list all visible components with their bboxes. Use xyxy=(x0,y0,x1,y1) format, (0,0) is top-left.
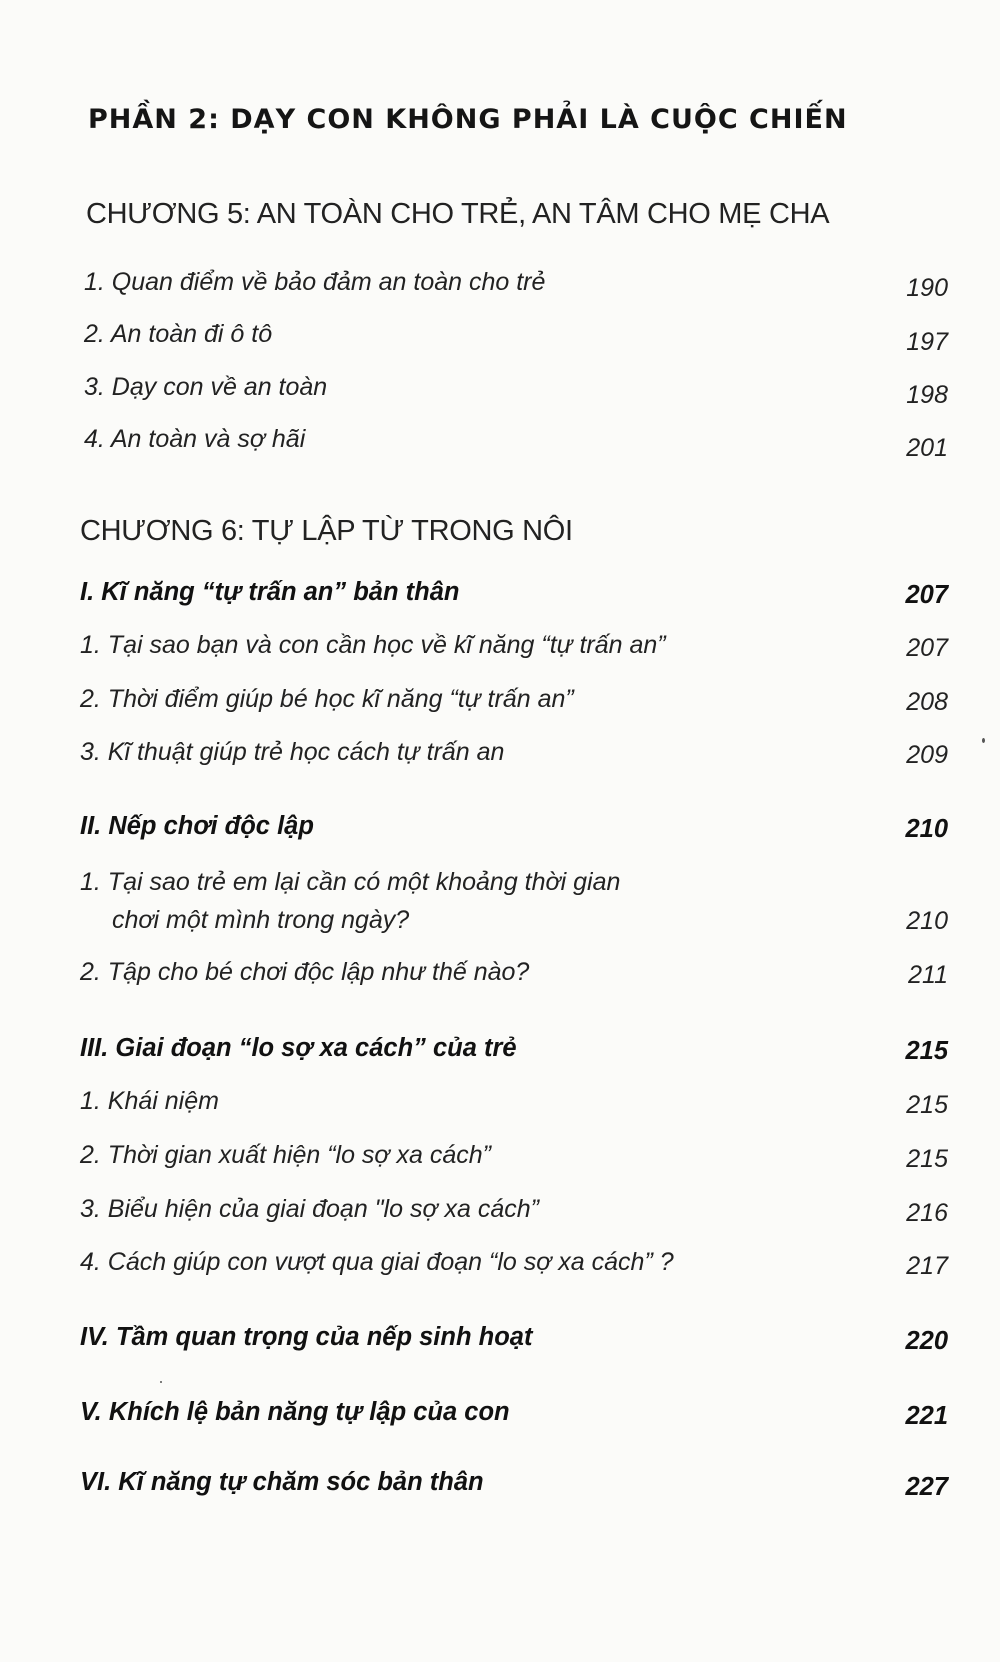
toc-entry-label-line2: chơi một mình trong ngày? xyxy=(112,906,410,934)
toc-entry[interactable] xyxy=(0,738,1000,778)
toc-entry[interactable] xyxy=(0,1141,1000,1181)
toc-entry-page: 215 xyxy=(906,1091,948,1119)
toc-entry-label: V. Khích lệ bản năng tự lập của con xyxy=(80,1398,510,1426)
toc-entry[interactable] xyxy=(0,631,1000,671)
toc-entry-label: I. Kĩ năng “tự trấn an” bản thân xyxy=(80,578,460,606)
toc-entry-label-line1: 1. Tại sao trẻ em lại cần có một khoảng thời gian xyxy=(80,868,621,896)
toc-entry[interactable] xyxy=(0,373,1000,413)
toc-entry-label: 2. Thời gian xuất hiện “lo sợ xa cách” xyxy=(80,1141,491,1169)
toc-entry[interactable] xyxy=(0,1248,1000,1288)
toc-entry[interactable] xyxy=(0,1195,1000,1235)
toc-entry[interactable] xyxy=(0,1087,1000,1127)
toc-section-entry[interactable] xyxy=(0,578,1000,618)
toc-entry[interactable] xyxy=(0,685,1000,725)
chapter-6-title: CHƯƠNG 6: TỰ LẬP TỪ TRONG NÔI xyxy=(80,515,573,547)
toc-entry-page: 211 xyxy=(908,961,948,989)
toc-entry[interactable] xyxy=(0,320,1000,360)
toc-entry-page: 197 xyxy=(906,328,948,356)
scan-speck xyxy=(160,1381,162,1383)
toc-entry-page: 215 xyxy=(906,1145,948,1173)
toc-entry-label: 4. Cách giúp con vượt qua giai đoạn “lo sợ xa cách” ? xyxy=(80,1248,674,1276)
toc-section-entry[interactable] xyxy=(0,1398,1000,1438)
toc-entry[interactable] xyxy=(0,268,1000,308)
toc-entry-page: 210 xyxy=(905,815,948,843)
toc-entry-page: 216 xyxy=(906,1199,948,1227)
part-title: PHẦN 2: DẠY CON KHÔNG PHẢI LÀ CUỘC CHIẾN xyxy=(88,104,848,135)
toc-section-entry[interactable] xyxy=(0,1323,1000,1363)
toc-entry-page: 221 xyxy=(905,1402,948,1430)
toc-entry-page: 220 xyxy=(905,1327,948,1355)
toc-entry-label: 1. Khái niệm xyxy=(80,1087,219,1115)
toc-entry-page: 207 xyxy=(905,581,948,609)
toc-entry-page: 215 xyxy=(905,1037,948,1065)
chapter-5-title: CHƯƠNG 5: AN TOÀN CHO TRẺ, AN TÂM CHO MẸ CHA xyxy=(86,198,830,230)
toc-entry-page: 208 xyxy=(906,688,948,716)
toc-entry-page: 207 xyxy=(906,634,948,662)
toc-entry-page: 198 xyxy=(906,381,948,409)
toc-entry[interactable] xyxy=(0,867,1000,947)
toc-entry-page: 209 xyxy=(906,741,948,769)
toc-entry-label: IV. Tầm quan trọng của nếp sinh hoạt xyxy=(80,1323,533,1351)
toc-entry-label: II. Nếp chơi độc lập xyxy=(80,812,314,840)
toc-entry-label: 4. An toàn và sợ hãi xyxy=(84,425,306,453)
toc-entry-label xyxy=(80,867,620,935)
toc-entry-label: III. Giai đoạn “lo sợ xa cách” của trẻ xyxy=(80,1034,517,1062)
toc-entry-label: 1. Quan điểm về bảo đảm an toàn cho trẻ xyxy=(84,268,546,296)
toc-section-entry[interactable] xyxy=(0,1468,1000,1508)
toc-entry-page: 217 xyxy=(906,1252,948,1280)
toc-entry[interactable] xyxy=(0,958,1000,998)
toc-entry-label: 1. Tại sao bạn và con cần học về kĩ năng “tự trấn an” xyxy=(80,631,666,659)
toc-entry-label: VI. Kĩ năng tự chăm sóc bản thân xyxy=(80,1468,484,1496)
toc-entry-label: 3. Biểu hiện của giai đoạn "lo sợ xa cách” xyxy=(80,1195,539,1223)
scan-speck xyxy=(982,738,985,743)
toc-entry-label: 2. Tập cho bé chơi độc lập như thế nào? xyxy=(80,958,530,986)
toc-entry-page: 210 xyxy=(906,907,948,935)
toc-entry-page: 190 xyxy=(906,274,948,302)
toc-section-entry[interactable] xyxy=(0,1034,1000,1074)
toc-entry-page: 227 xyxy=(905,1473,948,1501)
toc-entry-label: 3. Dạy con về an toàn xyxy=(84,373,328,401)
toc-section-entry[interactable] xyxy=(0,812,1000,852)
toc-entry[interactable] xyxy=(0,425,1000,465)
toc-entry-label: 2. An toàn đi ô tô xyxy=(84,320,273,348)
toc-entry-label: 2. Thời điểm giúp bé học kĩ năng “tự trấn an” xyxy=(80,685,574,713)
toc-entry-label: 3. Kĩ thuật giúp trẻ học cách tự trấn an xyxy=(80,738,505,766)
toc-entry-page: 201 xyxy=(906,434,948,462)
